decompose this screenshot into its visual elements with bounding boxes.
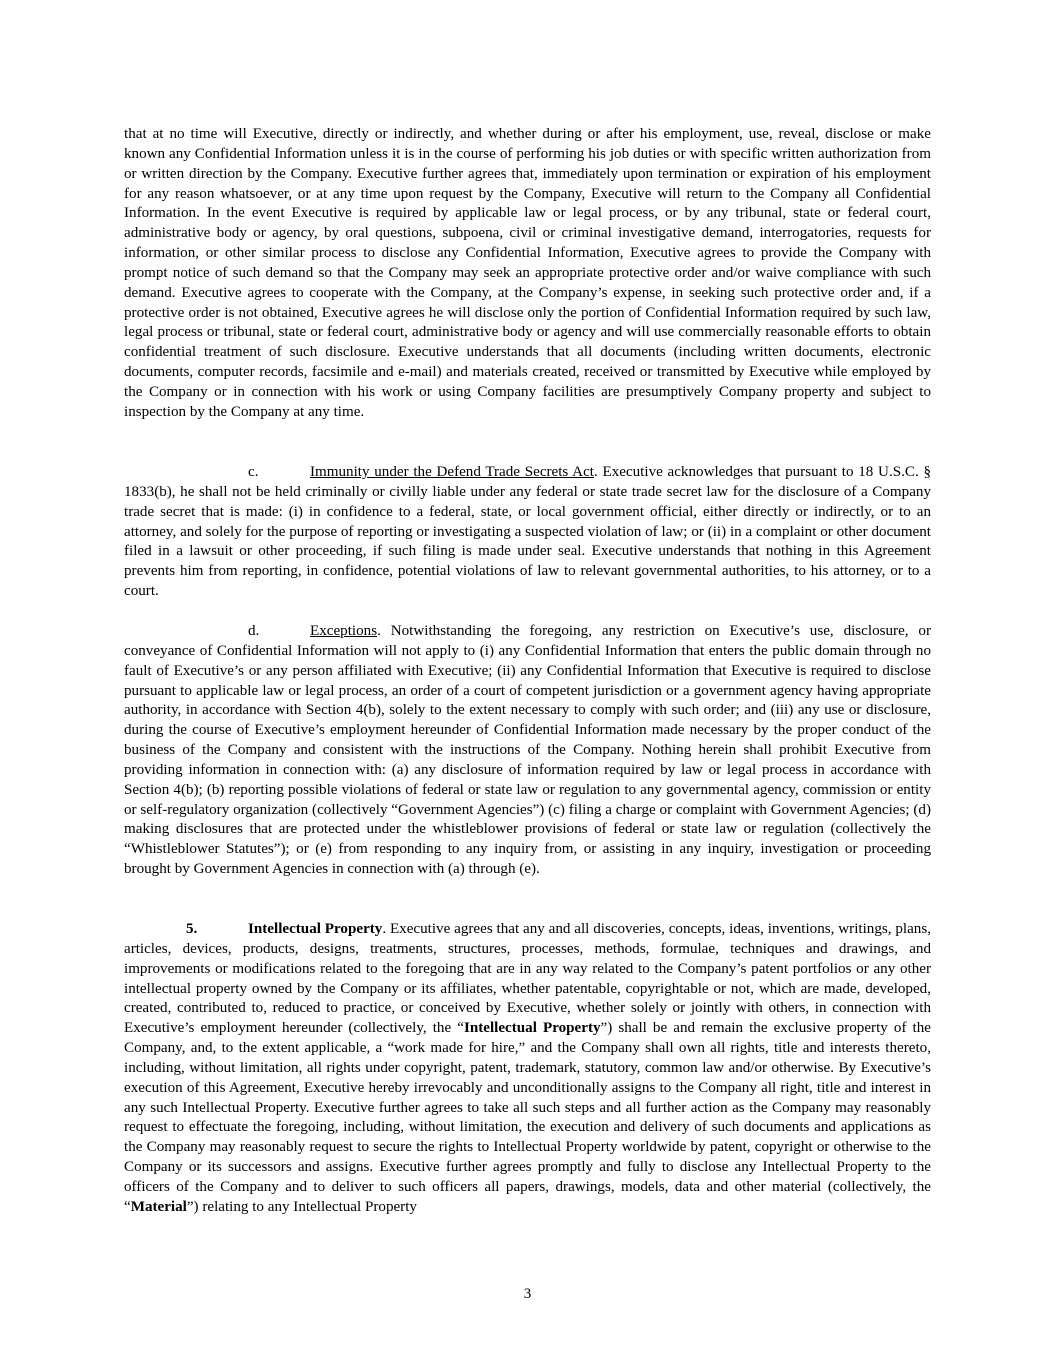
subsection-heading: Immunity under the Defend Trade Secrets Act [310, 464, 594, 480]
subsection-label: c. [248, 464, 259, 480]
paragraph-confidentiality-continued [124, 125, 931, 423]
paragraph-text: . Executive acknowledges that pursuant to 18 U.S.C. § 1833(b), he shall not be held criminally or civilly liable under any federal or state trade secret law for the disclosure of a Company trade secret that is made: (i) in confidence to a federal, state, or local government official, either directly or indirectly, or to an attorney, and solely for the purpose of reporting or investigating a suspected violation of law; or (ii) in a complaint or other document filed in a lawsuit or other proceeding, if such filing is made under seal. Executive understands that nothing in this Agreement prevents him from reporting, in confidence, potential violations of law to relevant governmental authorities, to his attorney, or to a court. [124, 464, 931, 600]
subsection-heading: Exceptions [310, 623, 378, 639]
paragraph-text: ”) shall be and remain the exclusive property of the Company, and, to the extent applicable, a “work made for hire,” and the Company shall own all rights, title and interests thereto, including, without limitation, all rights under copyright, patent, trademark, statutory, common law and/or otherwise. By Executive’s execution of this Agreement, Executive hereby irrevocably and unconditionally assigns to the Company all right, title and interest in any such Intellectual Property. Executive further agrees to take all such steps and all further action as the Company may reasonably request to effectuate the foregoing, including, without limitation, the execution and delivery of such documents and applications as the Company may reasonably request to secure the rights to Intellectual Property worldwide by patent, copyright or otherwise to the Company or its successors and assigns. Executive further agrees promptly and fully to disclose any Intellectual Property to the officers of the Company and to deliver to such officers all papers, drawings, models, data and other material (collectively, the “ [124, 1020, 931, 1215]
paragraph-text: ”) relating to any Intellectual Property [186, 1198, 417, 1215]
paragraph-5-intellectual-property [124, 920, 931, 1218]
defined-term-material: Material [130, 1198, 187, 1215]
paragraph-text: . Executive agrees that any and all discoveries, concepts, ideas, inventions, writings, plans, articles, devices, products, designs, treatments, structures, processes, methods, formulae, techniques and drawings, and improvements or modifications related to the foregoing that are in any way related to the Company’s patent portfolios or any other intellectual property owned by the Company or its affiliates, whether patentable, copyrightable or not, which are made, developed, created, contributed to, reduced to practice, or conceived by Executive, whether solely or jointly with others, in connection with Executive’s employment hereunder (collectively, the “ [124, 921, 931, 1037]
paragraph-text: . Notwithstanding the foregoing, any restriction on Executive’s use, disclosure, or conveyance of Confidential Information will not apply to (i) any Confidential Information that enters the public domain through no fault of Executive’s or any person affiliated with Executive; (ii) any Confidential Information that Executive is required to disclose pursuant to applicable law or legal process, an order of a court of competent jurisdiction or a government agency having appropriate authority, in accordance with Section 4(b), solely to the extent necessary to comply with such order; and (iii) any use or disclosure, during the course of Executive’s employment hereunder of Confidential Information made necessary by the proper conduct of the business of the Company and consistent with the instructions of the Company. Nothing herein shall prohibit Executive from providing information in connection with: (a) any disclosure of information required by law or legal process in accordance with Section 4(b); (b) reporting possible violations of federal or state law or regulation to any governmental agency, commission or entity or self-regulatory organization (collectively “Government Agencies”) (c) filing a charge or complaint with Government Agencies; (d) making disclosures that are protected under the whistleblower provisions of federal or state law or regulation (collectively the “Whistleblower Statutes”); or (e) from responding to any inquiry from, or assisting in any inquiry, investigation or proceeding brought by Government Agencies in connection with (a) through (e). [124, 623, 931, 878]
defined-term-intellectual-property: Intellectual Property [463, 1020, 601, 1037]
paragraph-4c-dtsa-immunity [124, 463, 931, 602]
page-number: 3 [523, 1286, 532, 1302]
paragraph-4d-exceptions [124, 622, 931, 880]
subsection-label: d. [248, 623, 260, 639]
paragraph-text: that at no time will Executive, directly or indirectly, and whether during or after his employment, use, reveal, disclose or make known any Confidential Information unless it is in the course of performing his job duties or with specific written authorization from or written direction by the Company. Executive further agrees that, immediately upon termination or expiration of his employment for any reason whatsoever, or at any time upon request by the Company, Executive will return to the Company all Confidential Information. In the event Executive is required by applicable law or legal process, or by any tribunal, state or federal court, administrative body or agency, by oral questions, subpoena, civil or criminal investigative demand, interrogatories, requests for information, or other similar process to disclose any Confidential Information, Executive agrees to provide the Company with prompt notice of such demand so that the Company may seek an appropriate protective order and/or waive compliance with such demand. Executive agrees to cooperate with the Company, at the Company’s expense, in seeking such protective order and, if a protective order is not obtained, Executive agrees he will disclose only the portion of Confidential Information required by such law, legal process or tribunal, state or federal court, administrative body or agency and will use commercially reasonable efforts to obtain confidential treatment of such disclosure. Executive understands that all documents (including written documents, electronic documents, computer records, facsimile and e-mail) and materials created, received or transmitted by Executive while employed by the Company or in connection with his work or using Company facilities are presumptively Company property and subject to inspection by the Company at any time. [124, 126, 931, 420]
section-heading: Intellectual Property [248, 921, 383, 937]
section-number: 5. [186, 921, 198, 937]
